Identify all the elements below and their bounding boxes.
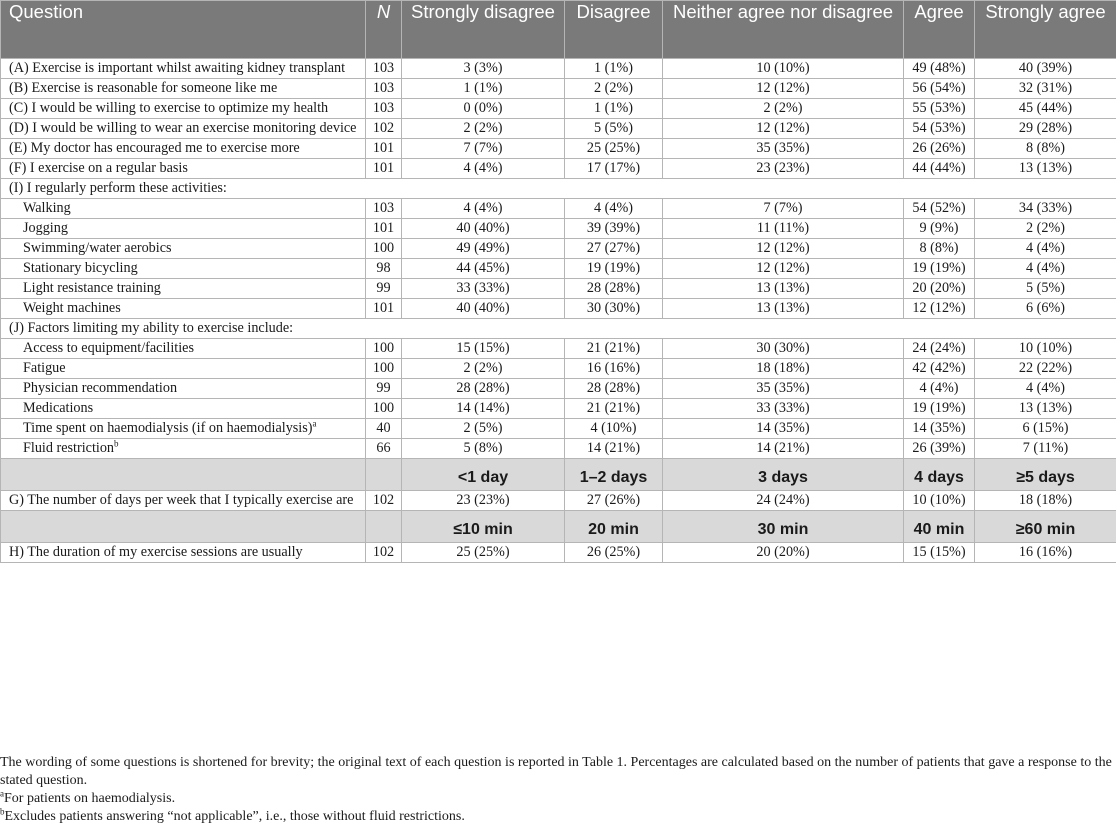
strongly-disagree-cell: 40 (40%) [402, 219, 565, 239]
section-title: (I) I regularly perform these activities: [1, 179, 1116, 199]
disagree-cell: 14 (21%) [565, 439, 663, 459]
question-cell [1, 119, 366, 139]
col-header-strongly-disagree: Strongly disagree [402, 1, 565, 59]
strongly-agree-cell: 4 (4%) [975, 239, 1116, 259]
disagree-cell: 1 (1%) [565, 59, 663, 79]
disagree-cell: 16 (16%) [565, 359, 663, 379]
neither-cell: 12 (12%) [663, 79, 904, 99]
agree-cell: 15 (15%) [904, 543, 975, 563]
question-text: (C) I would be willing to exercise to optimize my health [9, 100, 328, 116]
agree-cell: 19 (19%) [904, 259, 975, 279]
neither-cell: 30 (30%) [663, 339, 904, 359]
disagree-cell: 4 (10%) [565, 419, 663, 439]
disagree-cell: 39 (39%) [565, 219, 663, 239]
n-cell: 101 [366, 299, 402, 319]
agree-cell: 8 (8%) [904, 239, 975, 259]
agree-cell: 26 (39%) [904, 439, 975, 459]
strongly-disagree-cell: 25 (25%) [402, 543, 565, 563]
strongly-agree-cell: 22 (22%) [975, 359, 1116, 379]
question-text: Time spent on haemodialysis (if on haemodialysis) [23, 420, 313, 436]
strongly-agree-cell: 34 (33%) [975, 199, 1116, 219]
strongly-disagree-cell: 4 (4%) [402, 199, 565, 219]
disagree-cell: 30 (30%) [565, 299, 663, 319]
question-cell [1, 379, 366, 399]
n-cell: 40 [366, 419, 402, 439]
strongly-disagree-cell: 49 (49%) [402, 239, 565, 259]
col-header-agree: Agree [904, 1, 975, 59]
question-cell [1, 491, 366, 511]
table-row [1, 339, 1116, 359]
category-header-cell: <1 day [402, 459, 565, 491]
neither-cell: 2 (2%) [663, 99, 904, 119]
strongly-agree-cell: 13 (13%) [975, 159, 1116, 179]
neither-cell: 35 (35%) [663, 139, 904, 159]
n-cell: 101 [366, 219, 402, 239]
agree-cell: 42 (42%) [904, 359, 975, 379]
disagree-cell: 25 (25%) [565, 139, 663, 159]
question-text: Medications [23, 400, 93, 416]
question-cell [1, 399, 366, 419]
strongly-disagree-cell: 40 (40%) [402, 299, 565, 319]
strongly-disagree-cell: 1 (1%) [402, 79, 565, 99]
table-row [1, 159, 1116, 179]
question-text: (B) Exercise is reasonable for someone like me [9, 80, 277, 96]
question-cell [1, 543, 366, 563]
strongly-agree-cell: 7 (11%) [975, 439, 1116, 459]
strongly-agree-cell: 4 (4%) [975, 259, 1116, 279]
question-text: Fatigue [23, 360, 66, 376]
table-row [1, 359, 1116, 379]
footnote-mark: b [114, 439, 119, 449]
table-row [1, 419, 1116, 439]
disagree-cell: 19 (19%) [565, 259, 663, 279]
category-header-cell: 30 min [663, 511, 904, 543]
n-cell: 102 [366, 491, 402, 511]
col-header-neither: Neither agree nor disagree [663, 1, 904, 59]
question-cell [1, 139, 366, 159]
table-row [1, 99, 1116, 119]
disagree-cell: 5 (5%) [565, 119, 663, 139]
empty-cell [1, 459, 366, 491]
neither-cell: 10 (10%) [663, 59, 904, 79]
n-cell: 66 [366, 439, 402, 459]
strongly-disagree-cell: 5 (8%) [402, 439, 565, 459]
footnote-main: The wording of some questions is shortened for brevity; the original text of each question is reported in Table 1. Percentages are calculated based on the number of patients that gave a response to the stated question. [0, 754, 1116, 790]
neither-cell: 12 (12%) [663, 259, 904, 279]
strongly-disagree-cell: 33 (33%) [402, 279, 565, 299]
question-text: G) The number of days per week that I typically exercise are [9, 492, 353, 508]
neither-cell: 12 (12%) [663, 119, 904, 139]
disagree-cell: 21 (21%) [565, 339, 663, 359]
question-text: H) The duration of my exercise sessions are usually [9, 544, 303, 560]
col-header-question: Question [1, 1, 366, 59]
agree-cell: 9 (9%) [904, 219, 975, 239]
section-limiting-factors [1, 319, 1116, 339]
agree-cell: 49 (48%) [904, 59, 975, 79]
agree-cell: 54 (53%) [904, 119, 975, 139]
table-row [1, 439, 1116, 459]
table-row [1, 219, 1116, 239]
neither-cell: 35 (35%) [663, 379, 904, 399]
question-cell [1, 59, 366, 79]
n-cell: 100 [366, 359, 402, 379]
question-text: Stationary bicycling [23, 260, 138, 276]
strongly-disagree-cell: 2 (5%) [402, 419, 565, 439]
empty-cell [366, 459, 402, 491]
strongly-agree-cell: 40 (39%) [975, 59, 1116, 79]
footnote-a-text: For patients on haemodialysis. [4, 791, 175, 806]
n-cell: 103 [366, 99, 402, 119]
agree-cell: 4 (4%) [904, 379, 975, 399]
question-cell [1, 199, 366, 219]
strongly-disagree-cell: 4 (4%) [402, 159, 565, 179]
disagree-cell: 28 (28%) [565, 379, 663, 399]
neither-cell: 13 (13%) [663, 279, 904, 299]
strongly-disagree-cell: 28 (28%) [402, 379, 565, 399]
footnote-a [0, 790, 1116, 808]
table-row [1, 299, 1116, 319]
strongly-disagree-cell: 7 (7%) [402, 139, 565, 159]
n-cell: 101 [366, 139, 402, 159]
disagree-cell: 28 (28%) [565, 279, 663, 299]
strongly-agree-cell: 8 (8%) [975, 139, 1116, 159]
table-row [1, 379, 1116, 399]
footnote-b-mark: b [0, 806, 5, 816]
question-cell [1, 359, 366, 379]
question-cell [1, 299, 366, 319]
neither-cell: 18 (18%) [663, 359, 904, 379]
neither-cell: 14 (35%) [663, 419, 904, 439]
agree-cell: 10 (10%) [904, 491, 975, 511]
n-cell: 100 [366, 239, 402, 259]
question-cell [1, 439, 366, 459]
duration-header-row [1, 511, 1116, 543]
category-header-cell: ≥60 min [975, 511, 1116, 543]
strongly-disagree-cell: 0 (0%) [402, 99, 565, 119]
agree-cell: 12 (12%) [904, 299, 975, 319]
n-cell: 102 [366, 119, 402, 139]
question-text: (F) I exercise on a regular basis [9, 160, 188, 176]
table-row [1, 59, 1116, 79]
table-row [1, 259, 1116, 279]
question-cell [1, 259, 366, 279]
empty-cell [366, 511, 402, 543]
category-header-cell: ≥5 days [975, 459, 1116, 491]
question-cell [1, 159, 366, 179]
table-row [1, 139, 1116, 159]
question-text: Physician recommendation [23, 380, 177, 396]
section-activities [1, 179, 1116, 199]
category-header-cell: 1–2 days [565, 459, 663, 491]
footnote-b-text: Excludes patients answering “not applicable”, i.e., those without fluid restrictions. [5, 809, 465, 824]
neither-cell: 13 (13%) [663, 299, 904, 319]
category-header-cell: 40 min [904, 511, 975, 543]
strongly-agree-cell: 18 (18%) [975, 491, 1116, 511]
agree-cell: 44 (44%) [904, 159, 975, 179]
question-cell [1, 279, 366, 299]
table-row [1, 279, 1116, 299]
agree-cell: 24 (24%) [904, 339, 975, 359]
disagree-cell: 27 (26%) [565, 491, 663, 511]
n-cell: 103 [366, 59, 402, 79]
table-row [1, 399, 1116, 419]
days-header-row [1, 459, 1116, 491]
header-row [1, 1, 1116, 59]
strongly-agree-cell: 5 (5%) [975, 279, 1116, 299]
table-row [1, 491, 1116, 511]
question-text: Weight machines [23, 300, 121, 316]
table-row [1, 199, 1116, 219]
question-text: Fluid restriction [23, 440, 114, 456]
neither-cell: 24 (24%) [663, 491, 904, 511]
table-row [1, 119, 1116, 139]
category-header-cell: ≤10 min [402, 511, 565, 543]
strongly-agree-cell: 4 (4%) [975, 379, 1116, 399]
neither-cell: 33 (33%) [663, 399, 904, 419]
question-text: Jogging [23, 220, 68, 236]
table-row [1, 239, 1116, 259]
empty-cell [1, 511, 366, 543]
agree-cell: 55 (53%) [904, 99, 975, 119]
table-row [1, 543, 1116, 563]
strongly-disagree-cell: 23 (23%) [402, 491, 565, 511]
footnote-a-mark: a [0, 788, 4, 798]
question-cell [1, 79, 366, 99]
col-header-n: N [366, 1, 402, 59]
agree-cell: 14 (35%) [904, 419, 975, 439]
n-cell: 100 [366, 399, 402, 419]
disagree-cell: 2 (2%) [565, 79, 663, 99]
disagree-cell: 4 (4%) [565, 199, 663, 219]
agree-cell: 54 (52%) [904, 199, 975, 219]
question-text: Light resistance training [23, 280, 161, 296]
question-text: (A) Exercise is important whilst awaiting kidney transplant [9, 60, 345, 76]
question-text: Walking [23, 200, 71, 216]
n-cell: 99 [366, 379, 402, 399]
agree-cell: 56 (54%) [904, 79, 975, 99]
n-cell: 100 [366, 339, 402, 359]
strongly-agree-cell: 6 (6%) [975, 299, 1116, 319]
question-cell [1, 99, 366, 119]
disagree-cell: 21 (21%) [565, 399, 663, 419]
strongly-agree-cell: 6 (15%) [975, 419, 1116, 439]
strongly-agree-cell: 10 (10%) [975, 339, 1116, 359]
strongly-agree-cell: 32 (31%) [975, 79, 1116, 99]
question-text: (D) I would be willing to wear an exercise monitoring device [9, 120, 356, 136]
disagree-cell: 27 (27%) [565, 239, 663, 259]
category-header-cell: 4 days [904, 459, 975, 491]
strongly-disagree-cell: 3 (3%) [402, 59, 565, 79]
neither-cell: 12 (12%) [663, 239, 904, 259]
agree-cell: 19 (19%) [904, 399, 975, 419]
footnote-b [0, 808, 1116, 826]
n-cell: 102 [366, 543, 402, 563]
col-header-strongly-agree: Strongly agree [975, 1, 1116, 59]
strongly-agree-cell: 16 (16%) [975, 543, 1116, 563]
table-footnotes [0, 754, 1116, 826]
question-cell [1, 219, 366, 239]
strongly-agree-cell: 2 (2%) [975, 219, 1116, 239]
question-text: (E) My doctor has encouraged me to exercise more [9, 140, 300, 156]
question-text: Access to equipment/facilities [23, 340, 194, 356]
n-cell: 103 [366, 199, 402, 219]
footnote-mark: a [313, 419, 317, 429]
n-cell: 99 [366, 279, 402, 299]
strongly-disagree-cell: 44 (45%) [402, 259, 565, 279]
disagree-cell: 1 (1%) [565, 99, 663, 119]
agree-cell: 20 (20%) [904, 279, 975, 299]
strongly-agree-cell: 29 (28%) [975, 119, 1116, 139]
strongly-agree-cell: 45 (44%) [975, 99, 1116, 119]
strongly-disagree-cell: 2 (2%) [402, 119, 565, 139]
neither-cell: 11 (11%) [663, 219, 904, 239]
strongly-disagree-cell: 2 (2%) [402, 359, 565, 379]
neither-cell: 20 (20%) [663, 543, 904, 563]
col-header-disagree: Disagree [565, 1, 663, 59]
category-header-cell: 20 min [565, 511, 663, 543]
section-title: (J) Factors limiting my ability to exercise include: [1, 319, 1116, 339]
n-cell: 101 [366, 159, 402, 179]
strongly-agree-cell: 13 (13%) [975, 399, 1116, 419]
neither-cell: 7 (7%) [663, 199, 904, 219]
disagree-cell: 17 (17%) [565, 159, 663, 179]
neither-cell: 14 (21%) [663, 439, 904, 459]
n-cell: 98 [366, 259, 402, 279]
question-cell [1, 339, 366, 359]
neither-cell: 23 (23%) [663, 159, 904, 179]
question-cell [1, 239, 366, 259]
table-row [1, 79, 1116, 99]
strongly-disagree-cell: 14 (14%) [402, 399, 565, 419]
agree-cell: 26 (26%) [904, 139, 975, 159]
strongly-disagree-cell: 15 (15%) [402, 339, 565, 359]
disagree-cell: 26 (25%) [565, 543, 663, 563]
question-text: Swimming/water aerobics [23, 240, 172, 256]
n-cell: 103 [366, 79, 402, 99]
question-cell [1, 419, 366, 439]
category-header-cell: 3 days [663, 459, 904, 491]
